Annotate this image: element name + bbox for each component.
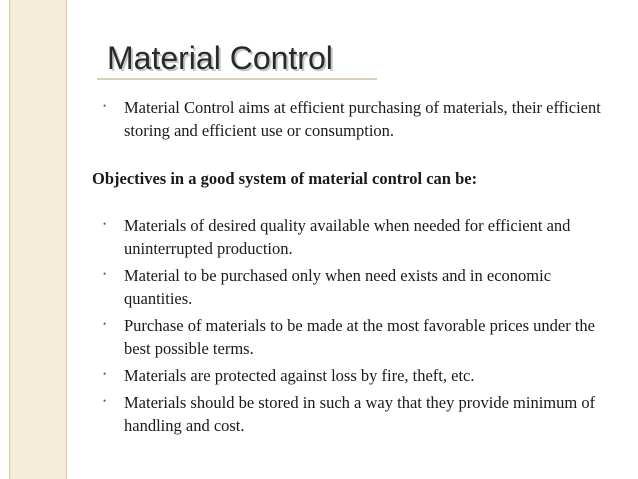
objective-item xyxy=(92,214,612,260)
bullet-icon: • xyxy=(103,396,107,406)
band-border-right xyxy=(66,0,67,479)
left-decorative-band xyxy=(9,0,66,479)
objective-text: Materials should be stored in such a way that they provide minimum of handling and cost. xyxy=(124,393,596,435)
objective-item xyxy=(92,314,612,360)
intro-bullet xyxy=(92,96,612,142)
bullet-icon: • xyxy=(103,269,107,279)
title-underline xyxy=(97,78,377,80)
objective-text: Purchase of materials to be made at the most favorable prices under the best possible terms. xyxy=(124,316,595,358)
slide-title: Material Control xyxy=(107,40,333,76)
objective-item xyxy=(92,264,612,310)
objective-text: Material to be purchased only when need exists and in economic quantities. xyxy=(124,266,552,308)
objective-item xyxy=(92,364,612,387)
slide-content xyxy=(92,96,612,441)
bullet-icon: • xyxy=(103,219,107,229)
bullet-icon: • xyxy=(103,319,107,329)
bullet-icon: • xyxy=(103,101,107,111)
intro-text: Material Control aims at efficient purchasing of materials, their efficient storing and efficient use or consumption. xyxy=(124,98,601,140)
bullet-icon: • xyxy=(103,369,107,379)
objective-text: Materials of desired quality available when needed for efficient and uninterrupted production. xyxy=(124,216,571,258)
objective-text: Materials are protected against loss by fire, theft, etc. xyxy=(124,366,475,385)
band-border-left xyxy=(9,0,10,479)
objectives-heading: Objectives in a good system of material control can be: xyxy=(92,169,478,188)
objective-item xyxy=(92,391,612,437)
